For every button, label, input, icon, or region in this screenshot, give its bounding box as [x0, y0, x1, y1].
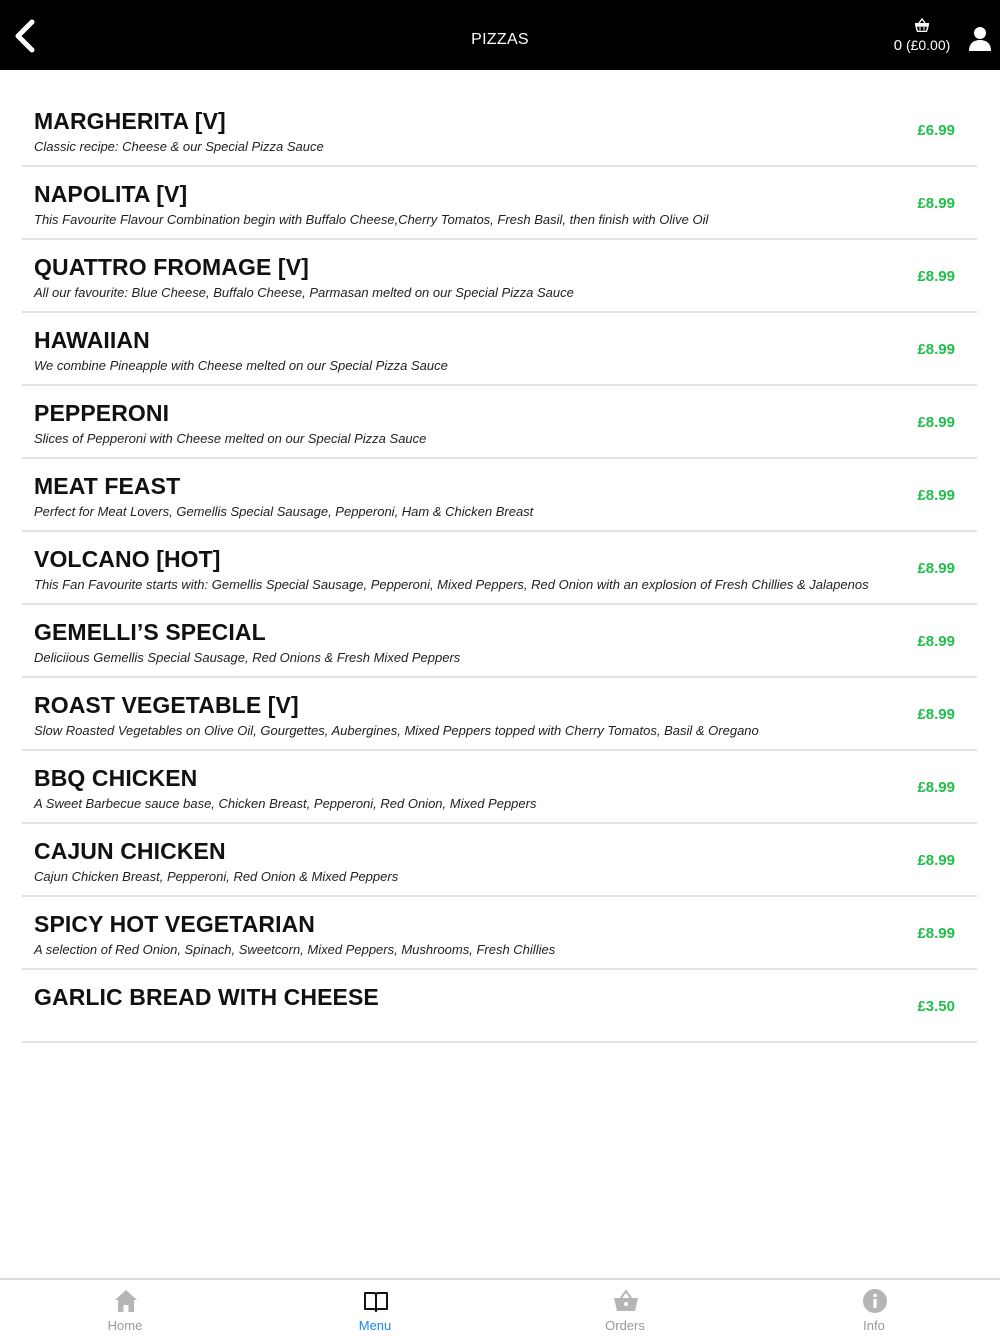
item-name: BBQ CHICKEN	[34, 765, 198, 791]
menu-item[interactable]	[22, 240, 977, 313]
item-name: SPICY HOT VEGETARIAN	[34, 911, 316, 937]
item-price: £8.99	[917, 560, 955, 577]
item-name: NAPOLITA [V]	[34, 181, 188, 207]
item-description: Slow Roasted Vegetables on Olive Oil, Gourgettes, Aubergines, Mixed Peppers topped with Cherry Tomatos, Basil & Oregano	[34, 723, 759, 738]
item-price: £8.99	[917, 706, 955, 723]
menu-item[interactable]	[22, 313, 977, 386]
cart-total: (£0.00)	[905, 37, 951, 53]
item-description: Cajun Chicken Breast, Pepperoni, Red Onion & Mixed Peppers	[34, 869, 399, 884]
item-price: £8.99	[917, 487, 955, 504]
item-description: This Favourite Flavour Combination begin with Buffalo Cheese,Cherry Tomatos, Fresh Basil, then finish with Olive Oil	[34, 212, 709, 227]
nav-info[interactable]	[814, 1280, 934, 1336]
menu-item[interactable]	[22, 970, 977, 1043]
cart-count: 0	[893, 37, 903, 54]
user-icon[interactable]	[968, 26, 992, 52]
home-icon	[113, 1288, 139, 1314]
nav-orders-label: Orders	[605, 1318, 645, 1333]
item-description: Deliciious Gemellis Special Sausage, Red Onions & Fresh Mixed Peppers	[34, 650, 461, 665]
menu-item[interactable]	[22, 605, 977, 678]
item-description: Classic recipe: Cheese & our Special Pizza Sauce	[34, 139, 324, 154]
item-description: Slices of Pepperoni with Cheese melted on our Special Pizza Sauce	[34, 431, 427, 446]
basket-icon	[914, 18, 930, 32]
menu-item[interactable]	[22, 751, 977, 824]
nav-home[interactable]	[65, 1280, 185, 1336]
bottom-nav	[0, 1278, 1000, 1336]
item-name: MARGHERITA [V]	[34, 108, 226, 134]
item-description: We combine Pineapple with Cheese melted on our Special Pizza Sauce	[34, 358, 448, 373]
item-price: £8.99	[917, 268, 955, 285]
basket-icon	[613, 1288, 639, 1314]
item-price: £8.99	[917, 925, 955, 942]
cart-button[interactable]	[888, 18, 956, 58]
nav-info-label: Info	[863, 1318, 885, 1333]
item-price: £8.99	[917, 779, 955, 796]
item-price: £3.50	[917, 998, 955, 1015]
item-name: CAJUN CHICKEN	[34, 838, 226, 864]
item-name: ROAST VEGETABLE [V]	[34, 692, 299, 718]
item-description: A selection of Red Onion, Spinach, Sweetcorn, Mixed Peppers, Mushrooms, Fresh Chillies	[34, 942, 556, 957]
top-bar	[0, 0, 1000, 70]
item-name: VOLCANO [HOT]	[34, 546, 221, 572]
item-price: £8.99	[917, 195, 955, 212]
menu-item[interactable]	[22, 897, 977, 970]
item-description: This Fan Favourite starts with: Gemellis Special Sausage, Pepperoni, Mixed Peppers, Red Onion with an explosion of Fresh Chillies & Jalapenos	[34, 577, 869, 592]
nav-home-label: Home	[107, 1318, 143, 1333]
menu-item[interactable]	[22, 678, 977, 751]
book-icon	[363, 1288, 389, 1314]
menu-item[interactable]	[22, 532, 977, 605]
item-name: MEAT FEAST	[34, 473, 181, 499]
item-name: HAWAIIAN	[34, 327, 150, 353]
item-description: A Sweet Barbecue sauce base, Chicken Breast, Pepperoni, Red Onion, Mixed Peppers	[34, 796, 537, 811]
menu-item[interactable]	[22, 386, 977, 459]
item-name: GARLIC BREAD WITH CHEESE	[34, 984, 379, 1010]
item-price: £8.99	[917, 633, 955, 650]
nav-menu-label: Menu	[358, 1318, 392, 1333]
menu-item[interactable]	[22, 824, 977, 897]
item-price: £8.99	[917, 852, 955, 869]
item-price: £8.99	[917, 414, 955, 431]
item-price: £6.99	[917, 122, 955, 139]
info-icon	[862, 1288, 888, 1314]
menu-item[interactable]	[22, 167, 977, 240]
menu-item[interactable]	[22, 94, 977, 167]
item-name: QUATTRO FROMAGE [V]	[34, 254, 309, 280]
nav-orders[interactable]	[565, 1280, 685, 1336]
menu-item[interactable]	[22, 459, 977, 532]
page-title: PIZZAS	[471, 31, 529, 48]
cart-summary	[888, 37, 956, 54]
item-description: All our favourite: Blue Cheese, Buffalo Cheese, Parmasan melted on our Special Pizza Sauce	[34, 285, 574, 300]
item-name: PEPPERONI	[34, 400, 170, 426]
item-description: Perfect for Meat Lovers, Gemellis Special Sausage, Pepperoni, Ham & Chicken Breast	[34, 504, 534, 519]
item-name: GEMELLI’S SPECIAL	[34, 619, 266, 645]
menu-list	[22, 94, 977, 1043]
nav-menu[interactable]	[315, 1280, 435, 1336]
item-price: £8.99	[917, 341, 955, 358]
